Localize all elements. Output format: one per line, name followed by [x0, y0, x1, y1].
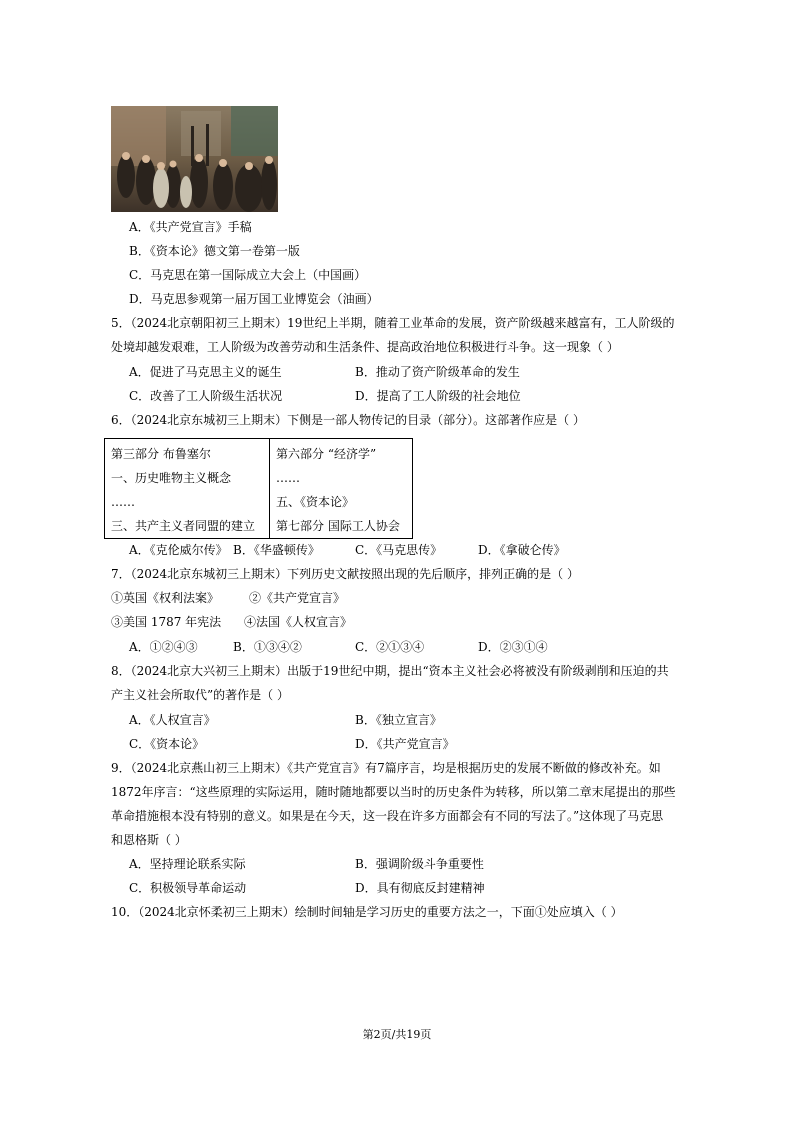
q4-option-a: A．《共产党宣言》手稿: [129, 220, 252, 234]
q7-item-2: ②《共产党宣言》: [249, 591, 346, 605]
q7-option-a: A．①②④③: [129, 640, 198, 654]
q10-stem: 10．（2024北京怀柔初三上期末）绘制时间轴是学习历史的重要方法之一，下面①处应填入（ ）: [111, 905, 623, 919]
toc-right-row: 五、《资本论》: [276, 495, 355, 509]
toc-right-column: [270, 439, 413, 539]
q5-option-c: C．改善了工人阶级生活状况: [129, 389, 283, 403]
q9-option-a: A．坚持理论联系实际: [129, 857, 246, 871]
q7-option-c: C．②①③④: [355, 640, 425, 654]
q8-stem-line1: 8．（2024北京大兴初三上期末）出版于19世纪中期，提出“资本主义社会必将被没有阶级剥削和压迫的共: [111, 664, 669, 678]
biography-toc-table: [104, 438, 413, 539]
painting-graphic: [111, 106, 278, 212]
q7-option-b: B．①③④②: [233, 640, 302, 654]
q8-stem-line2: 产主义社会所取代”的著作是（ ）: [111, 688, 289, 702]
q9-stem-line4: 和恩格斯（ ）: [111, 833, 187, 847]
q5-option-a: A．促进了马克思主义的诞生: [129, 365, 282, 379]
toc-left-row: 三、共产主义者同盟的建立: [111, 519, 256, 533]
q8-option-d: D．《共产党宣言》: [355, 737, 455, 751]
q9-stem-line1: 9．（2024北京燕山初三上期末）《共产党宣言》有7篇序言，均是根据历史的发展不断做的修改补充。如: [111, 761, 661, 775]
q6-option-b: B．《华盛顿传》: [233, 543, 320, 557]
q6-option-d: D．《拿破仑传》: [478, 543, 566, 557]
q9-option-b: B．强调阶级斗争重要性: [355, 857, 484, 871]
q7-stem: 7．（2024北京东城初三上期末）下列历史文献按照出现的先后顺序，排列正确的是（ ）: [111, 567, 579, 581]
q9-option-d: D．具有彻底反封建精神: [355, 881, 485, 895]
q8-option-b: B．《独立宣言》: [355, 713, 442, 727]
toc-right-row: 第七部分 国际工人协会: [276, 519, 400, 533]
toc-right-row: 第六部分 “经济学”: [276, 447, 377, 461]
page-number-footer: 第2页/共19页: [362, 1028, 432, 1041]
q7-option-d: D．②③①④: [478, 640, 548, 654]
q5-option-b: B．推动了资产阶级革命的发生: [355, 365, 520, 379]
q9-stem-line3: 革命措施根本没有特别的意义。如果是在今天，这一段在许多方面都会有不同的写法了。”这体现了马克思: [111, 809, 664, 823]
q5-stem-line1: 5．（2024北京朝阳初三上期末）19世纪上半期，随着工业革命的发展，资产阶级越来越富有，工人阶级的: [111, 316, 675, 330]
historical-painting-image: [111, 106, 278, 212]
q4-option-c: C．马克思在第一国际成立大会上（中国画）: [129, 268, 367, 282]
q4-option-b: B．《资本论》德文第一卷第一版: [129, 244, 300, 258]
q6-option-a: A．《克伦威尔传》: [129, 543, 228, 557]
toc-left-row: 一、历史唯物主义概念: [111, 471, 232, 485]
q7-item-4: ④法国《人权宣言》: [244, 615, 353, 629]
q5-option-d: D．提高了工人阶级的社会地位: [355, 389, 521, 403]
q4-option-d: D．马克思参观第一届万国工业博览会（油画）: [129, 292, 379, 306]
q9-option-c: C．积极领导革命运动: [129, 881, 247, 895]
q6-stem: 6．（2024北京东城初三上期末）下侧是一部人物传记的目录（部分）。这部著作应是（ ）: [111, 413, 585, 427]
q7-item-1: ①英国《权利法案》: [111, 591, 220, 605]
q8-option-c: C．《资本论》: [129, 737, 205, 751]
toc-left-row: ……: [111, 495, 135, 509]
toc-left-row: 第三部分 布鲁塞尔: [111, 447, 211, 461]
q7-item-3: ③美国 1787 年宪法: [111, 615, 222, 629]
q9-stem-line2: 1872年序言：“这些原理的实际运用，随时随地都要以当时的历史条件为转移，所以第二章末尾提出的那些: [111, 785, 676, 799]
toc-right-row: ……: [276, 471, 300, 485]
toc-left-column: [105, 439, 270, 539]
q5-stem-line2: 处境却越发艰难，工人阶级为改善劳动和生活条件、提高政治地位积极进行斗争。这一现象（ ）: [111, 340, 619, 354]
q6-option-c: C．《马克思传》: [355, 543, 443, 557]
q8-option-a: A．《人权宣言》: [129, 713, 216, 727]
